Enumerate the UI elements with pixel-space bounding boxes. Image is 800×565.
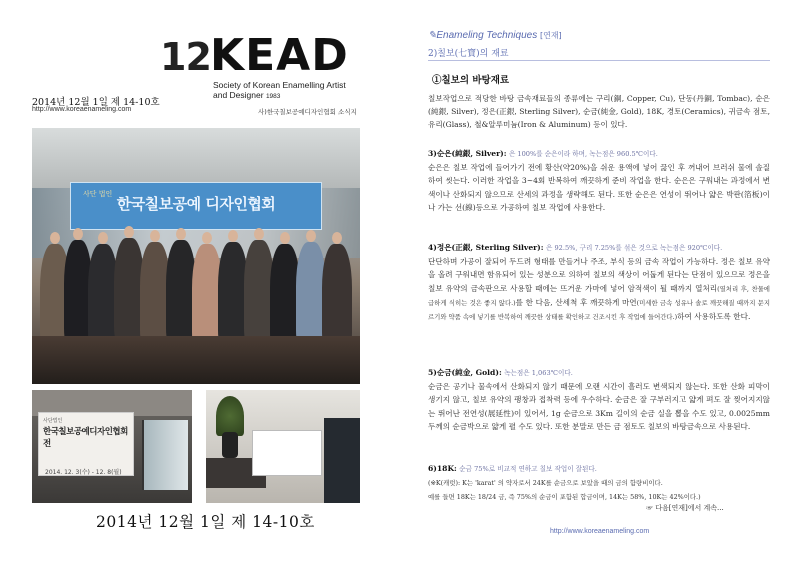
sign-small-text: 사단법인 [43,418,63,424]
exhibition-sign-photo [32,390,192,503]
sterling-body-c: 하여 사용하도록 한다. [677,312,751,322]
divider [428,60,770,61]
gallery-interior-photo [206,390,360,503]
dark-window [324,418,360,503]
group-of-people [40,214,352,334]
section-heading: ①칠보의 바탕재료 [432,75,510,86]
sign-title: 한국칠보공예디자인협회전 [43,427,128,449]
series-title: Enameling Techniques [436,30,538,41]
banner-text: 한국칠보공예 디자인협회 [116,195,276,213]
sterling-heading: 4)정은(正銀, Sterling Silver): [428,243,544,252]
gold-paragraph [428,366,770,433]
silver-paragraph [428,147,770,214]
k18-example-note: 예를 들면 18K는 18/24 금, 즉 75%의 순금이 포함된 합금이며, 14K는 58%, 10K는 42%이다.) [428,493,701,502]
k18-karat-note: (※K(캐럿): K는 'karat' 의 약자로서 24K를 순금으로 보았을 때의 금의 함량비이다. [428,479,663,488]
logo-year: 1983 [265,93,281,100]
sterling-body-a: 단단하며 가공이 잘되어 두드려 형태를 만들거나 주조, 부식 등의 금속 작업이 가능하다. 정은 칠보 유약을 올려 구워내면 함유되어 있는 성분으로 의하여 칠보의 색상이 어둡게 된다는 단점이 있으므로 정은을 칠보 유약의 금속판으로 사용할 때에는 뜨거운 가마에 넣어 암적색이 될 때까지 열처리 [428,257,770,293]
sterling-small-note-2: (미세한 금속 성유나 솔로 깨끗해질 때까지 문지르기와 약품 속에 넣기를 반복하여 깨끗한 상태를 확인하고 건조시킨 후 작업에 들어간다.) [428,298,770,322]
sterling-note: 은 92.5%, 구리 7.25%를 섞은 것으로 녹는점은 920℃이다. [546,244,723,252]
person-head [150,230,160,242]
sterling-paragraph [428,241,770,324]
person-head [254,228,264,240]
person-head [50,232,60,244]
sterling-small-note: (열처리 후, 찬물에 급하게 식히는 것은 좋지 않다.) [428,284,770,307]
logo-number: 12 [160,35,211,79]
logo-line-1: Society of Korean Enamelling Artist [213,80,346,90]
continued-note: ☞ 다음[연재]에서 계속... [646,504,724,512]
person-head [280,232,290,244]
gold-note: 녹는점은 1,063℃이다. [504,369,573,377]
logo-line-2 [213,90,346,102]
person-head [332,232,342,244]
logo-korean-caption: 사)한국칠보공예디자인협회 소식지 [258,108,357,116]
flower-arrangement [216,396,244,436]
sterling-body-b: 를 한 다음, 산세척 후 깨끗하게 마연 [515,297,637,307]
k18-note: 순금 75%로 비교적 연하고 칠보 작업이 잘된다. [459,465,597,473]
display-case [252,430,322,476]
person-head [306,230,316,242]
k18-paragraph [428,462,770,505]
person-head [73,228,83,240]
issue-date-small: 2014년 12월 1일 제 14-10호 [32,97,160,108]
logo-line-2-text: and Designer [213,90,264,100]
logo-wordmark: KEAD [210,30,349,81]
exhibition-sign [38,412,134,476]
right-page [400,0,800,565]
photo-floor [32,336,360,384]
group-photo [32,128,360,384]
person-head [98,232,108,244]
vase [222,432,238,458]
silver-heading: 3)순은(純銀, Silver): [428,149,507,158]
person-head [124,226,134,238]
article-title: 2)칠보(七寶)의 재료 [428,49,509,59]
photo-ceiling [32,128,360,188]
glass-door [142,420,188,490]
k18-heading: 6)18K: [428,464,457,473]
banner-prefix: 사단 법인 [83,190,113,198]
website-url-top: http://www.koreaenameling.com [32,106,132,113]
gold-heading: 5)순금(純金, Gold): [428,368,502,377]
person-head [228,230,238,242]
logo-society-name [213,80,346,102]
silver-body: 순은은 칠보 작업에 들어가기 전에 황산(약20%)을 쉬운 용액에 넣어 끓인 후 꺼내어 브러쉬 물에 솔질하여 씻는다. 이러한 작업을 3~4회 반복하여 깨끗하게 준비 작업을 한다. 순은은 구워내는 과정에서 변색이나 산화되지 않으므로 산세의 과정을 생략해도 된다. 또한 순은은 연성이 뛰어나 얇은 박판(箔板)이나 가는 선(線)등으로 가공하여 칠보 작업에 사용한다. [428,163,770,212]
sign-date: 2014. 12. 3(수) - 12. 8(월) [45,469,122,476]
pen-icon: ✎ [428,30,437,41]
silver-note: 은 100%를 순은이라 하며, 녹는점은 960.5℃이다. [508,150,658,158]
series-header [428,30,562,41]
intro-paragraph: 칠보작업으로 적당한 바탕 금속재료들의 종류에는 구리(銅, Copper, Cu), 단동(丹銅, Tombac), 순은(純銀, Silver), 정은(正銀, Sterling Silver), 순금(純金, Gold), 18K, 경토(Ceramics), 귀금속 점토, 유리(Glass), 철&알루미늄(Iron & Aluminum) 등이 있다. [428,94,770,130]
series-tag: [연재] [539,31,562,40]
issue-date-large: 2014년 12월 1일 제 14-10호 [96,513,315,531]
person-head [202,232,212,244]
person-head [176,228,186,240]
gold-body: 순금은 공기나 물속에서 산화되지 않기 때문에 오랜 시간이 흘러도 변색되지 않는다. 또한 산화 피막이 생기지 않고, 칠보 유약의 팽창과 접착력 등에 우수하다. 순금은 잘 구부러지고 얇게 펴도 잘 찢어지지않는 뛰어난 전연성(展延性)이 있어서, 1g 순금으로 3Km 길이의 순금 실을 뽑을 수도 있고, 0.0025mm 두께의 순금박으로 얇게 펼 수도 있다. 또한 분말로 만든 금 점토도 칠보의 바탕금속으로 사용된다. [428,382,770,431]
website-url-bottom: http://www.koreaenameling.com [550,528,650,535]
